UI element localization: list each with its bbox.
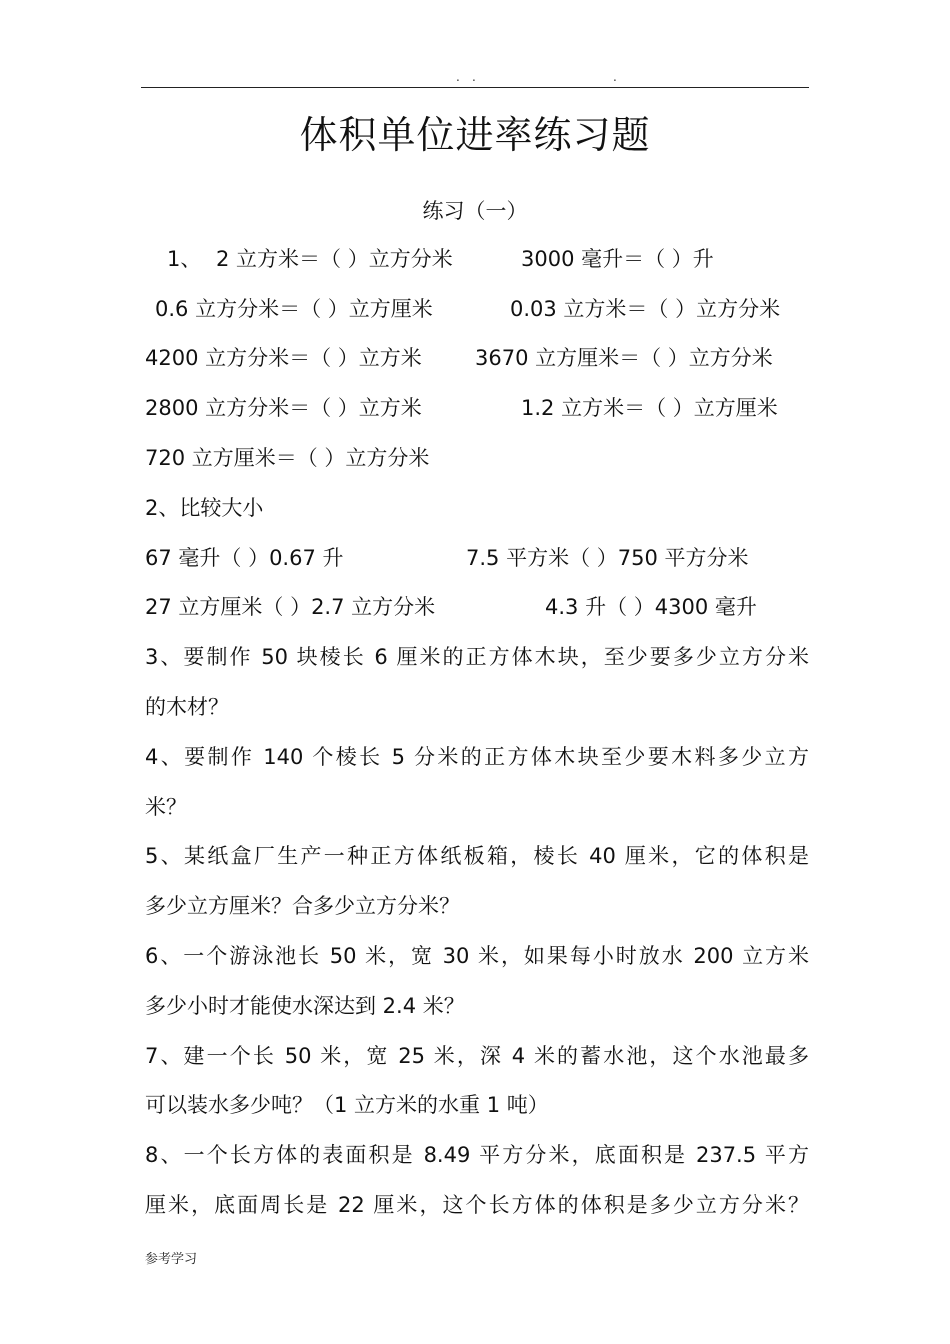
page-title: 体积单位进率练习题 <box>299 113 651 157</box>
q1-item: 4200 立方分米＝（ ）立方米 <box>145 346 422 370</box>
problem-8-line-2: 厘米，底面周长是 22 厘米，这个长方体的体积是多少立方分米？ <box>145 1193 809 1217</box>
q1-number: 1、 <box>167 247 202 271</box>
problem-7-line-1: 7、建一个长 50 米，宽 25 米，深 4 米的蓄水池，这个水池最多 <box>145 1044 809 1068</box>
problem-6-line-2: 多少小时才能使水深达到 2.4 米？ <box>145 994 465 1018</box>
header-rule <box>141 87 809 88</box>
header-dot: . <box>456 70 460 84</box>
problem-3-line-1: 3、要制作 50 块棱长 6 厘米的正方体木块，至少要多少立方分米 <box>145 645 809 669</box>
problem-4-line-2: 米？ <box>145 795 187 819</box>
q2-item: 67 毫升（ ）0.67 升 <box>145 546 344 570</box>
header-dots <box>0 70 950 84</box>
q1-row-5 <box>145 443 809 473</box>
q1-row-3 <box>145 343 809 373</box>
header-dot: . <box>472 70 476 84</box>
q2-row-1 <box>145 543 809 573</box>
problem-4-line-1: 4、要制作 140 个棱长 5 分米的正方体木块至少要木料多少立方 <box>145 745 809 769</box>
section-subtitle: 练习（一） <box>422 199 528 223</box>
problem-6-line-1: 6、一个游泳池长 50 米，宽 30 米，如果每小时放水 200 立方米 <box>145 944 809 968</box>
q1-item: 3000 毫升＝（ ）升 <box>521 247 714 271</box>
q1-row-2 <box>145 294 809 324</box>
q1-item: 2800 立方分米＝（ ）立方米 <box>145 396 422 420</box>
q2-item: 7.5 平方米（ ）750 平方分米 <box>466 546 749 570</box>
problem-5-line-2: 多少立方厘米？合多少立方分米？ <box>145 894 460 918</box>
q2-heading: 2、比较大小 <box>145 496 264 520</box>
q2-item: 4.3 升（ ）4300 毫升 <box>545 595 757 619</box>
q1-item: 1.2 立方米＝（ ）立方厘米 <box>521 396 778 420</box>
q2-row-2 <box>145 592 809 622</box>
q1-row-4 <box>145 393 809 423</box>
q1-item: 3670 立方厘米＝（ ）立方分米 <box>475 346 773 370</box>
header-dot: . <box>613 70 617 84</box>
page-footer: 参考学习 <box>145 1252 198 1267</box>
problem-5-line-1: 5、某纸盒厂生产一种正方体纸板箱，棱长 40 厘米，它的体积是 <box>145 844 809 868</box>
q1-row-1 <box>145 244 809 274</box>
problem-7-line-2: 可以装水多少吨？（1 立方米的水重 1 吨） <box>145 1093 549 1117</box>
q2-item: 27 立方厘米（ ）2.7 立方分米 <box>145 595 436 619</box>
problem-3-line-2: 的木材？ <box>145 695 229 719</box>
q1-item: 720 立方厘米＝（ ）立方分米 <box>145 446 430 470</box>
q1-item: 2 立方米＝（ ）立方分米 <box>216 247 453 271</box>
q1-item: 0.6 立方分米＝（ ）立方厘米 <box>155 297 433 321</box>
q1-item: 0.03 立方米＝（ ）立方分米 <box>510 297 781 321</box>
problem-8-line-1: 8、一个长方体的表面积是 8.49 平方分米，底面积是 237.5 平方 <box>145 1143 809 1167</box>
